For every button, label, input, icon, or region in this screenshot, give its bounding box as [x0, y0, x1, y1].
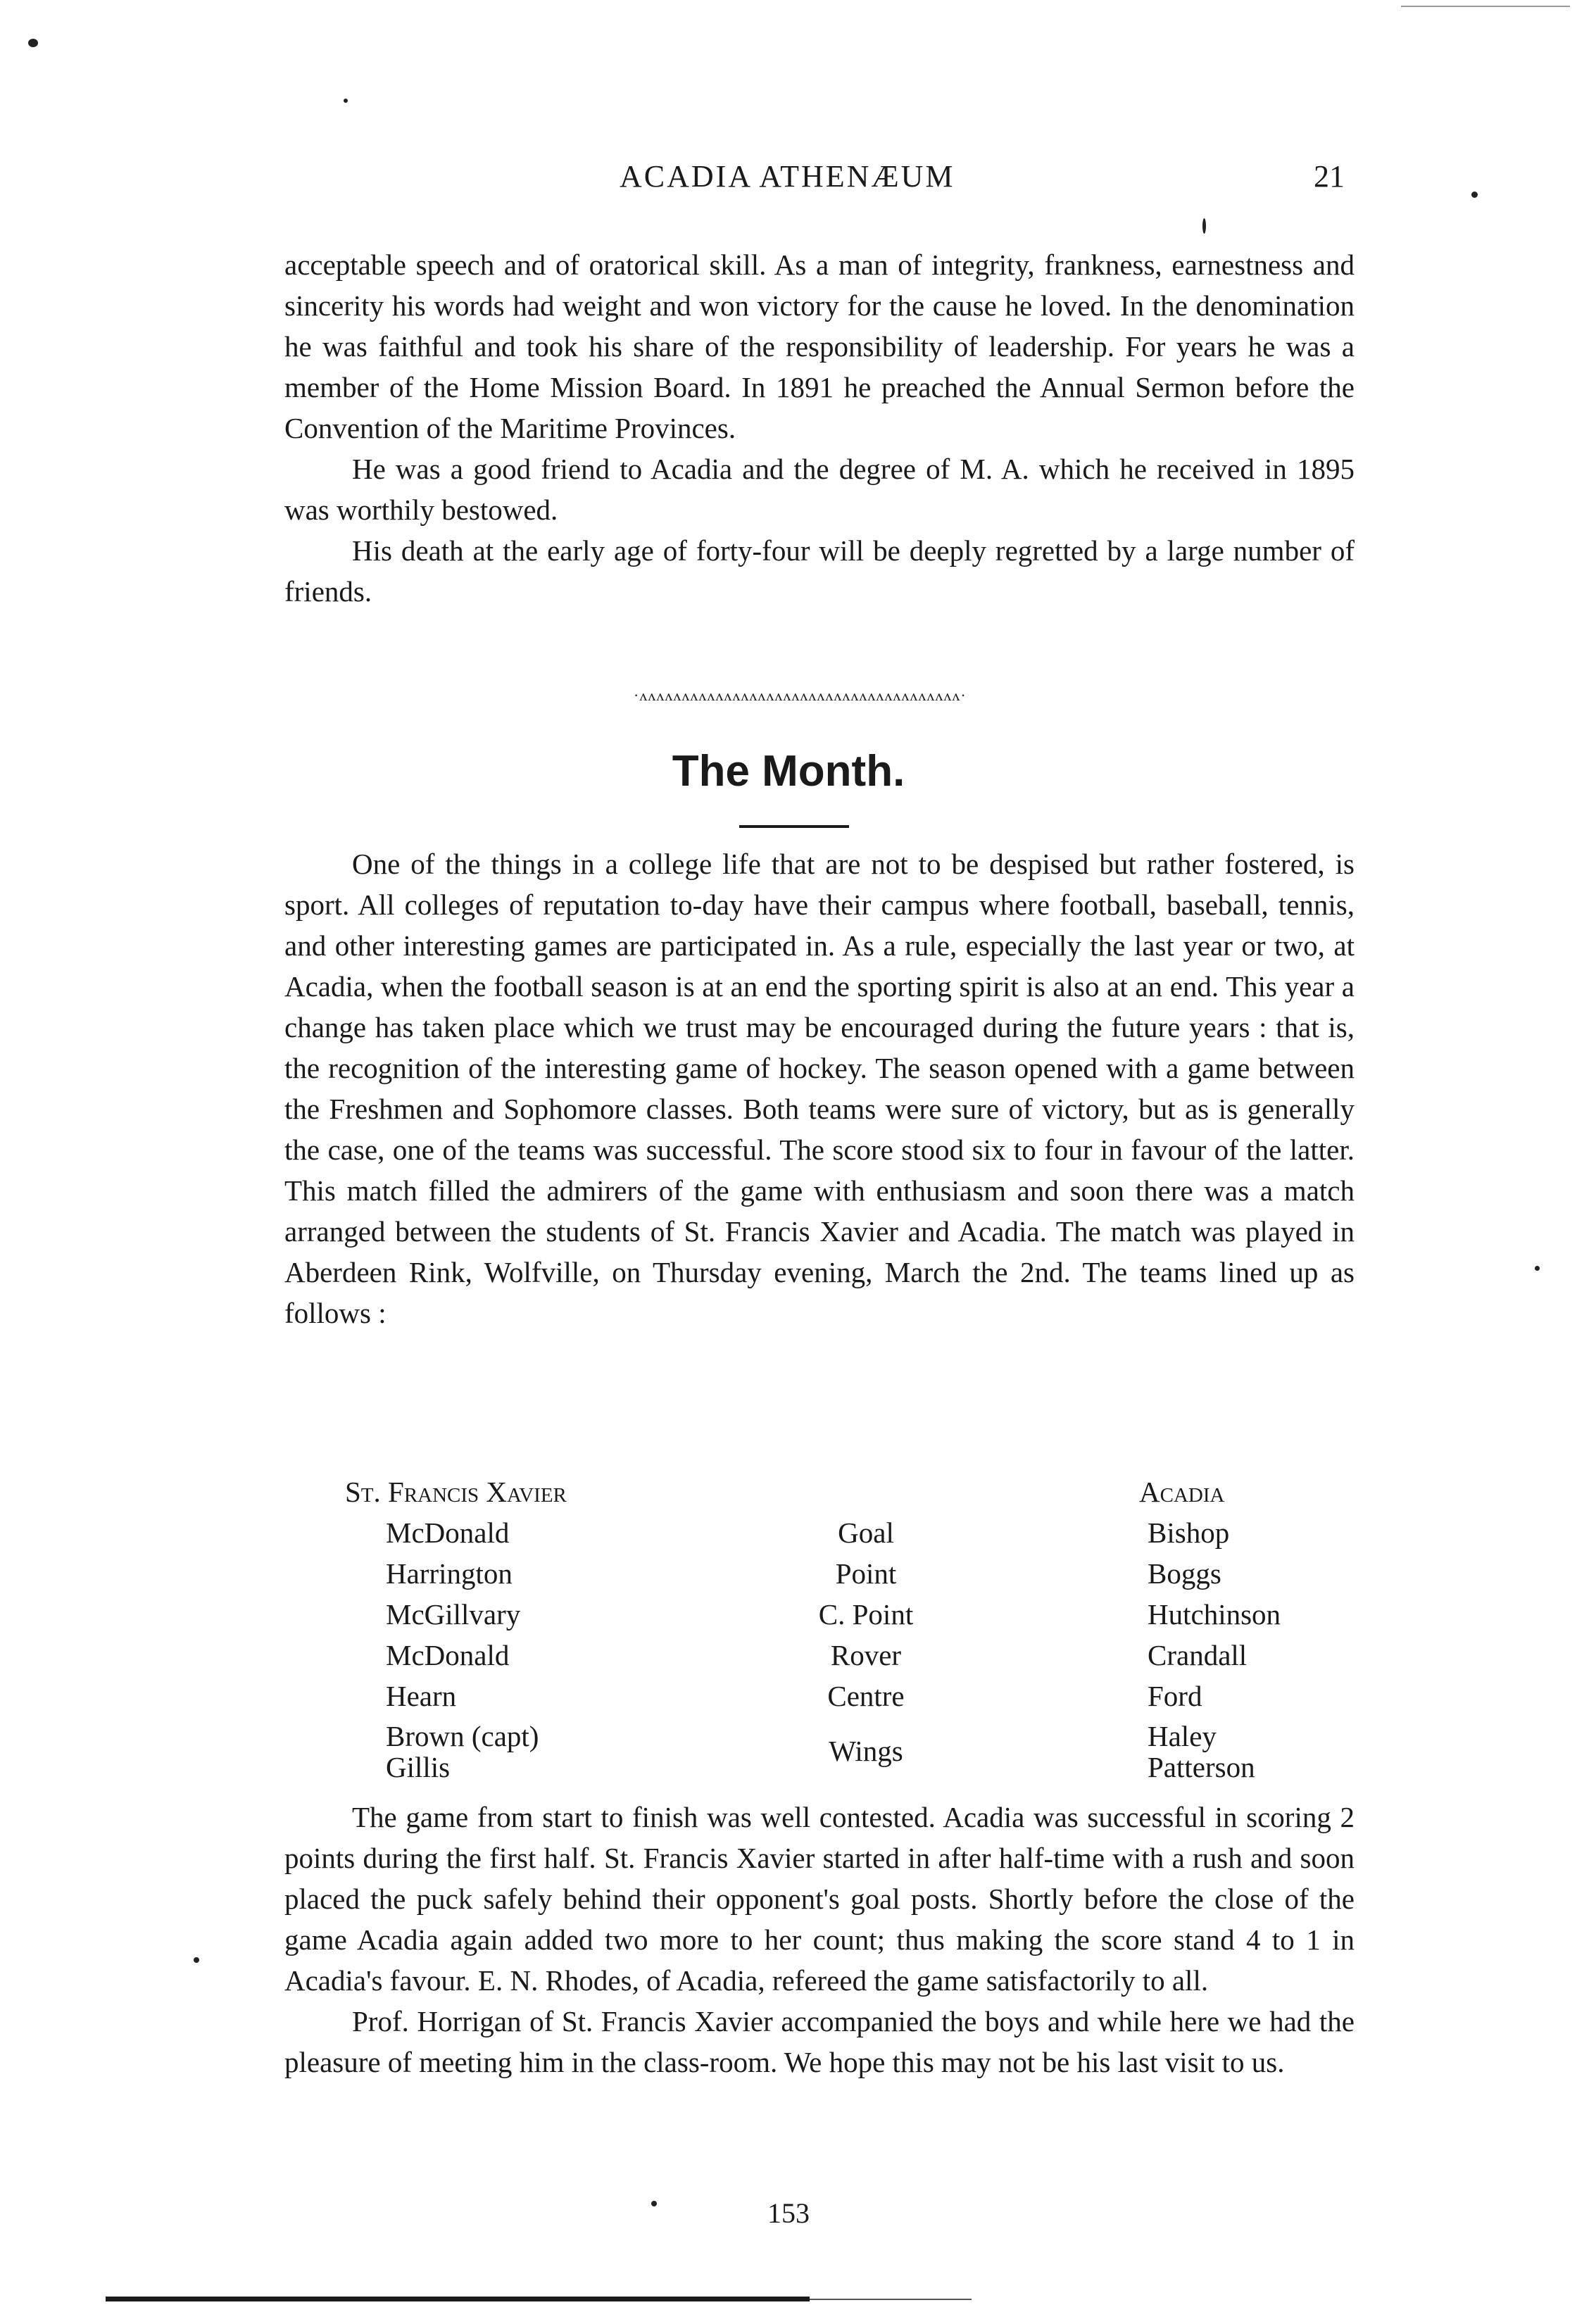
- lineup-row: [345, 1676, 1359, 1716]
- position: Rover: [830, 1639, 902, 1671]
- position: Goal: [838, 1516, 894, 1549]
- team-lineup-table: [345, 1471, 1359, 1783]
- lineup-row: [345, 1553, 1359, 1594]
- lineup-header: [345, 1471, 1359, 1512]
- section-title: The Month.: [672, 747, 905, 796]
- running-head: [0, 158, 1577, 201]
- right-player: Ford: [1148, 1680, 1202, 1712]
- scan-speck: [28, 39, 38, 47]
- position: C. Point: [818, 1598, 914, 1631]
- position: Point: [835, 1557, 897, 1590]
- paragraph: One of the things in a college life that are not to be despised but rather fostered, is sport. All colleges of reputation to-day have their campus where football, baseball, tennis, and other interesting games are participated in. As a rule, especially the last year or two, at Acadia, when the football season is at an end the sporting spirit is also at an end. This year a change has taken place which we trust may be encouraged during the future years : that is, the recognition of the interesting game of hockey. The season opened with a game between the Freshmen and Sophomore classes. Both teams were sure of victory, but as is generally the case, one of the teams was successful. The score stood six to four in favour of the latter. This match filled the admirers of the game with enthusiasm and soon there was a match arranged between the students of St. Francis Xavier and Acadia. The match was played in Aberdeen Rink, Wolfville, on Thursday evening, March the 2nd. The teams lined up as follows :: [284, 848, 1355, 1329]
- team-right-heading: Acadia: [1139, 1476, 1225, 1508]
- journal-title: ACADIA ATHENÆUM: [620, 159, 955, 194]
- right-player: Patterson: [1148, 1751, 1255, 1783]
- scan-speck: [194, 1957, 199, 1963]
- obituary-continuation: [284, 244, 1355, 612]
- paragraph: The game from start to finish was well contested. Acadia was successful in scoring 2 points during the first half. St. Francis Xavier started in after half-time with a rush and soon placed the puck safely behind their opponent's goal posts. Shortly before the close of the game Acadia again added two more to her count; thus making the score stand 4 to 1 in Acadia's favour. E. N. Rhodes, of Acadia, refereed the game satisfactorily to all.: [284, 1801, 1355, 1997]
- month-article: [284, 843, 1355, 1333]
- scan-edge-rule: [1401, 6, 1570, 7]
- left-player: McDonald: [386, 1516, 510, 1549]
- title-rule: [739, 825, 849, 828]
- right-player: Haley: [1148, 1720, 1217, 1752]
- position: Wings: [829, 1735, 903, 1767]
- lineup-row: [345, 1512, 1359, 1553]
- left-player: Gillis: [386, 1751, 451, 1783]
- scan-speck: [1202, 218, 1206, 234]
- position: Centre: [827, 1680, 905, 1712]
- ornamental-divider: ·ʌʌʌʌʌʌʌʌʌʌʌʌʌʌʌʌʌʌʌʌʌʌʌʌʌʌʌʌʌʌʌʌʌʌʌʌʌʌ·: [634, 686, 967, 703]
- page-number: 21: [1314, 159, 1345, 194]
- right-player: Bishop: [1148, 1516, 1230, 1549]
- left-player: Harrington: [386, 1557, 513, 1590]
- right-wings: [1148, 1721, 1373, 1783]
- left-wings: [386, 1721, 696, 1783]
- left-player: Brown (capt): [386, 1720, 539, 1752]
- left-player: Hearn: [386, 1680, 457, 1712]
- match-report: [284, 1797, 1355, 2083]
- lineup-row-wings: [345, 1716, 1359, 1783]
- paragraph: Prof. Horrigan of St. Francis Xavier accompanied the boys and while here we had the pleasure of meeting him in the class-room. We hope this may not be his last visit to us.: [284, 2005, 1355, 2078]
- paragraph: His death at the early age of forty-four will be deeply regretted by a large number of friends.: [284, 534, 1355, 608]
- lineup-row: [345, 1594, 1359, 1635]
- right-player: Crandall: [1148, 1639, 1248, 1671]
- folio-number: 153: [767, 2197, 810, 2229]
- paragraph: He was a good friend to Acadia and the degree of M. A. which he received in 1895 was worthily bestowed.: [284, 453, 1355, 526]
- team-left-heading: St. Francis Xavier: [345, 1476, 567, 1508]
- left-player: McDonald: [386, 1639, 510, 1671]
- right-player: Hutchinson: [1148, 1598, 1281, 1631]
- scan-bottom-rule: [106, 2297, 810, 2301]
- scan-speck: [344, 99, 348, 103]
- right-player: Boggs: [1148, 1557, 1221, 1590]
- scan-speck: [1535, 1266, 1540, 1271]
- paragraph: acceptable speech and of oratorical skill. As a man of integrity, frankness, earnestness and sincerity his words had weight and won victory for the cause he loved. In the denomination he was faithful and took his share of the responsibility of leadership. For years he was a member of the Home Mission Board. In 1891 he preached the Annual Sermon before the Convention of the Maritime Provinces.: [284, 249, 1355, 444]
- scan-bottom-rule: [810, 2299, 972, 2300]
- left-player: McGillvary: [386, 1598, 521, 1631]
- lineup-row: [345, 1635, 1359, 1676]
